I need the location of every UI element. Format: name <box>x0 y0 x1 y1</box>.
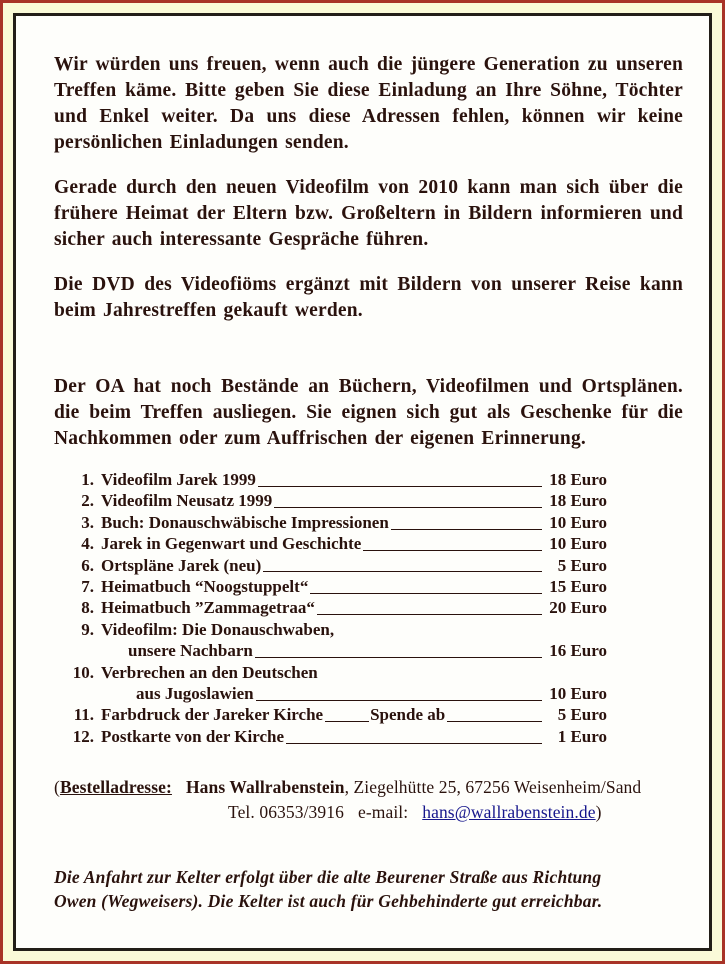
item-label: aus Jugoslawien <box>136 683 254 703</box>
item-label: Videofilm: Die Donauschwaben, <box>101 619 335 639</box>
price-list <box>60 469 607 747</box>
underscore-line <box>325 721 369 722</box>
price-list-row <box>60 726 607 747</box>
item-label: Jarek in Gegenwart und Geschichte <box>101 534 362 554</box>
item-number: 4. <box>81 534 94 554</box>
underscore-line <box>256 700 542 701</box>
item-number: 12. <box>72 726 94 746</box>
item-number: 8. <box>81 598 94 618</box>
underscore-line <box>258 486 542 487</box>
underscore-line <box>274 507 542 508</box>
underscore-line <box>286 743 542 744</box>
paragraph-dvd-jahrestreffen: Die DVD des Videofiöms ergänzt mit Bildern von unserer Reise kann beim Jahrestreffen gekauft werden. <box>54 274 683 321</box>
item-label: Verbrechen an den Deutschen <box>101 662 318 682</box>
underscore-line <box>447 721 542 722</box>
item-label: Buch: Donauschwäbische Impressionen <box>101 512 389 532</box>
underscore-line <box>310 593 542 594</box>
underscore-line <box>363 550 542 551</box>
price-list-row <box>60 619 607 640</box>
item-label: Videofilm Neusatz 1999 <box>101 491 273 511</box>
item-label: Heimatbuch “Noogstuppelt“ <box>101 576 309 596</box>
item-number: 6. <box>81 555 94 575</box>
order-contact-name: Hans Wallrabenstein <box>185 777 345 798</box>
price-list-row <box>60 512 607 533</box>
item-price: 18 Euro <box>549 491 607 511</box>
item-label: Postkarte von der Kirche <box>101 726 285 746</box>
item-mid-label: Spende ab <box>370 705 446 725</box>
item-number: 10. <box>72 662 94 682</box>
order-address-line-1 <box>54 775 683 800</box>
item-label: Heimatbuch ”Zammagetraa“ <box>101 598 315 618</box>
item-number: 3. <box>81 512 94 532</box>
document-page <box>13 13 712 951</box>
item-price: 5 Euro <box>557 705 607 725</box>
paragraph-invitation-younger-generation: Wir würden uns freuen, wenn auch die jüngere Generation zu unseren Treffen käme. Bitte geben Sie diese Einladung an Ihre Söhne, Töchter und Enkel weiter. Da uns diese Adressen fehlen, können wir keine persönlichen Einladungen senden. <box>54 54 683 153</box>
price-list-row <box>60 662 607 683</box>
item-price: 10 Euro <box>549 534 607 554</box>
order-telephone: Tel. 06353/3916 <box>228 802 344 823</box>
price-list-row <box>60 640 607 661</box>
item-price: 15 Euro <box>549 576 607 596</box>
paren-open: ( <box>54 777 60 798</box>
item-price: 5 Euro <box>557 555 607 575</box>
underscore-line <box>317 614 542 615</box>
item-number: 7. <box>81 576 94 596</box>
item-label: Farbdruck der Jareker Kirche <box>101 705 324 725</box>
item-price: 10 Euro <box>549 512 607 532</box>
directions-note-kelter: Die Anfahrt zur Kelter erfolgt über die alte Beurener Straße aus Richtung Owen (Wegweisers). Die Kelter ist auch für Gehbehinderte gut erreichbar. <box>54 867 603 911</box>
item-number: 11. <box>73 705 94 725</box>
underscore-line <box>263 571 542 572</box>
item-label: Ortspläne Jarek (neu) <box>101 555 262 575</box>
underscore-line <box>255 657 542 658</box>
paren-close: ) <box>595 802 602 823</box>
item-price: 20 Euro <box>549 598 607 618</box>
item-label: Videofilm Jarek 1999 <box>101 469 256 489</box>
order-label: Bestelladresse: <box>59 777 172 798</box>
email-link[interactable]: hans@wallrabenstein.de <box>422 802 596 823</box>
order-address-line-2 <box>228 800 683 825</box>
price-list-row <box>60 533 607 554</box>
item-number: 2. <box>81 491 94 511</box>
price-list-row <box>60 555 607 576</box>
price-list-row <box>60 576 607 597</box>
paragraph-videofilm-2010: Gerade durch den neuen Videofilm von 2010 kann man sich über die frühere Heimat der Eltern bzw. Großeltern in Bildern informieren und sicher auch interessante Gespräche führen. <box>54 177 683 250</box>
price-list-row <box>60 704 607 725</box>
price-list-row <box>60 683 607 704</box>
underscore-line <box>391 529 542 530</box>
order-address-block <box>54 775 683 825</box>
item-price: 18 Euro <box>549 469 607 489</box>
paragraph-bestaende: Der OA hat noch Bestände an Büchern, Videofilmen und Ortsplänen. die beim Treffen ausliegen. Sie eignen sich gut als Geschenke für die Nachkommen oder zum Auffrischen der eigenen Erinnerung. <box>54 376 683 449</box>
price-list-row <box>60 469 607 490</box>
price-list-row <box>60 490 607 511</box>
item-number: 1. <box>81 469 94 489</box>
order-street-city: , Ziegelhütte 25, 67256 Weisenheim/Sand <box>344 777 642 798</box>
item-price: 16 Euro <box>549 641 607 661</box>
price-list-row <box>60 597 607 618</box>
item-number: 9. <box>81 619 94 639</box>
item-price: 10 Euro <box>549 683 607 703</box>
item-label: unsere Nachbarn <box>128 641 253 661</box>
item-price: 1 Euro <box>557 726 607 746</box>
email-label: e-mail: <box>357 802 409 823</box>
